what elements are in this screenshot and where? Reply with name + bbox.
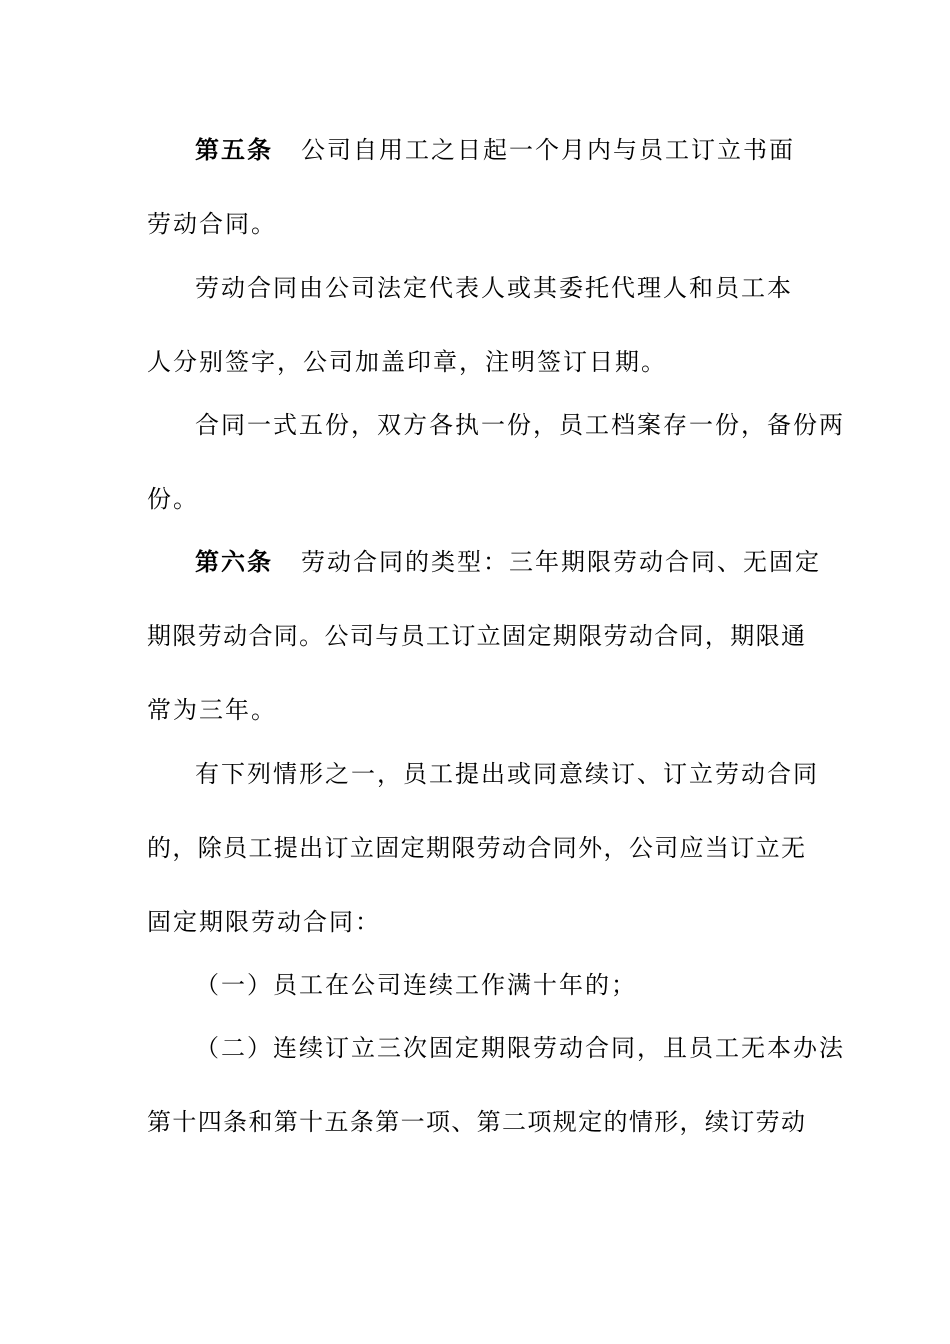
article-6-text-line-3: 常为三年。 xyxy=(147,696,277,724)
article-5-para-3-line-1: 合同一式五份，双方各执一份，员工档案存一份，备份两 xyxy=(195,411,845,439)
article-5-first-line xyxy=(195,135,795,165)
article-5-para-2-line-1: 劳动合同由公司法定代表人或其委托代理人和员工本 xyxy=(195,274,793,302)
article-5-text-line-2: 劳动合同。 xyxy=(147,210,277,238)
article-6-heading: 第六条 xyxy=(195,547,273,576)
article-6-text-line-2-content: 期限劳动合同。公司与员工订立固定期限劳动合同，期限通 xyxy=(147,622,805,650)
article-6-para-2-line-3: 固定期限劳动合同： xyxy=(147,908,381,936)
article-6-item-1: （一）员工在公司连续工作满十年的； xyxy=(195,971,637,999)
article-6-para-2-line-2 xyxy=(147,833,805,863)
article-5-para-3-line-2: 份。 xyxy=(147,485,199,513)
article-5-heading: 第五条 xyxy=(195,135,273,164)
article-6-para-2-line-1: 有下列情形之一，员工提出或同意续订、订立劳动合同 xyxy=(195,760,819,788)
article-6-item-2-line-2 xyxy=(147,1107,805,1137)
article-6-item-2-line-2-content: 第十四条和第十五条第一项、第二项规定的情形，续订劳动 xyxy=(147,1108,805,1136)
article-5-text-line-1: 公司自用工之日起一个月内与员工订立书面 xyxy=(301,136,795,164)
article-5-para-2-line-2: 人分别签字，公司加盖印章，注明签订日期。 xyxy=(147,348,667,376)
article-6-item-2-line-1: （二）连续订立三次固定期限劳动合同，且员工无本办法 xyxy=(195,1034,845,1062)
article-6-para-2-line-2-content: 的，除员工提出订立固定期限劳动合同外，公司应当订立无 xyxy=(147,834,805,862)
article-6-first-line xyxy=(195,547,821,577)
article-6-text-line-2 xyxy=(147,621,805,651)
article-6-text-line-1: 劳动合同的类型：三年期限劳动合同、无固定 xyxy=(301,548,821,576)
